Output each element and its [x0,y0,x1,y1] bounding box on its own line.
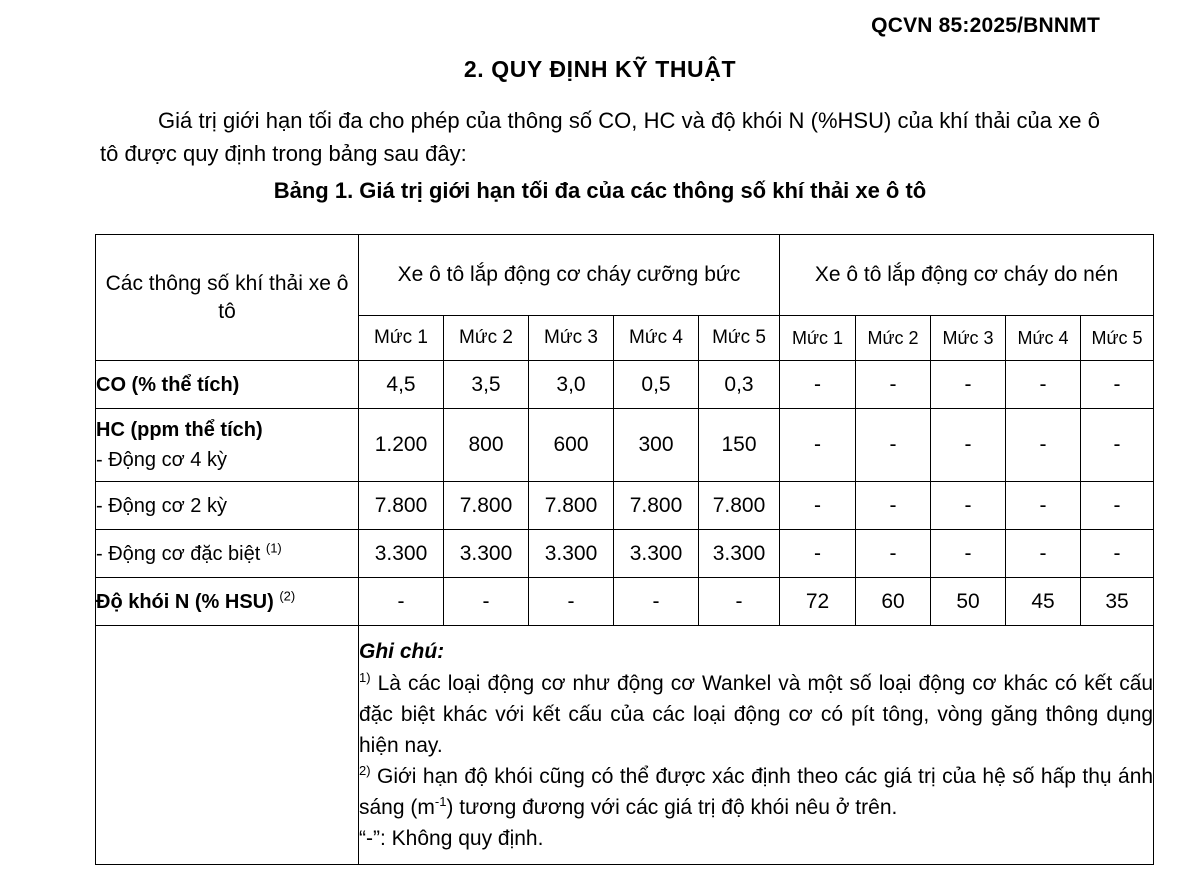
table-row [96,578,1154,626]
row-label-hc-2stroke-text: - Động cơ 2 kỳ [96,494,227,517]
row-label-hc [96,409,359,482]
spec-table-wrapper [95,234,1153,865]
cell-hc2-spark-1: 7.800 [359,482,444,530]
cell-hc2-spark-2: 7.800 [444,482,529,530]
note-item-1 [359,668,1153,761]
row-label-hc-bold: HC (ppm thể tích) [96,419,263,441]
cell-hc4-compression-5: - [1081,409,1154,482]
section-title: 2. QUY ĐỊNH KỸ THUẬT [463,56,737,82]
group-header-spark-ignition: Xe ô tô lắp động cơ cháy cưỡng bức [359,235,780,316]
cell-hc2-spark-3: 7.800 [529,482,614,530]
cell-smoke-spark-3: - [529,578,614,626]
level-header-compression-5: Mức 5 [1081,316,1154,361]
intro-text: Giá trị giới hạn tối đa cho phép của thông số CO, HC và độ khói N (%HSU) của khí thải của xe ô tô được quy định trong bảng sau đây: [100,108,1100,166]
cell-co-compression-5: - [1081,361,1154,409]
row-label-hc-special-text: - Động cơ đặc biệt [96,542,261,565]
cell-hcsp-spark-2: 3.300 [444,530,529,578]
notes-title: Ghi chú: [359,640,445,663]
cell-hcsp-spark-5: 3.300 [699,530,780,578]
table-row [96,530,1154,578]
running-header: QCVN 85:2025/BNNMT [871,14,1100,37]
cell-hc4-spark-4: 300 [614,409,699,482]
note-superscript-m-inverse: -1 [434,794,447,809]
cell-smoke-compression-5: 35 [1081,578,1154,626]
cell-hcsp-spark-3: 3.300 [529,530,614,578]
cell-co-spark-2: 3,5 [444,361,529,409]
row-label-smoke-bold: Độ khói N (% HSU) [96,590,274,613]
cell-smoke-spark-4: - [614,578,699,626]
intro-paragraph [100,104,1100,170]
cell-hcsp-compression-1: - [780,530,856,578]
emission-limits-table [95,234,1154,865]
cell-smoke-compression-1: 72 [780,578,856,626]
cell-hc4-compression-4: - [1006,409,1081,482]
cell-hc2-compression-5: - [1081,482,1154,530]
cell-co-spark-4: 0,5 [614,361,699,409]
param-column-header: Các thông số khí thải xe ô tô [96,235,359,361]
level-header-compression-2: Mức 2 [856,316,931,361]
cell-co-compression-2: - [856,361,931,409]
cell-smoke-compression-4: 45 [1006,578,1081,626]
cell-co-compression-4: - [1006,361,1081,409]
notes-empty-cell [96,626,359,865]
cell-co-spark-3: 3,0 [529,361,614,409]
cell-hcsp-spark-1: 3.300 [359,530,444,578]
cell-hcsp-compression-4: - [1006,530,1081,578]
level-header-spark-4: Mức 4 [614,316,699,361]
note-marker-2: 2) [359,763,371,778]
cell-hcsp-compression-5: - [1081,530,1154,578]
cell-hc4-spark-2: 800 [444,409,529,482]
level-header-compression-1: Mức 1 [780,316,856,361]
table-row [96,409,1154,482]
cell-hc4-compression-2: - [856,409,931,482]
group-header-compression-ignition: Xe ô tô lắp động cơ cháy do nén [780,235,1154,316]
cell-hc4-spark-5: 150 [699,409,780,482]
table-header-row-groups [96,235,1154,316]
cell-hcsp-spark-4: 3.300 [614,530,699,578]
cell-co-compression-3: - [931,361,1006,409]
table-notes-row [96,626,1154,865]
cell-co-spark-1: 4,5 [359,361,444,409]
row-label-co [96,361,359,409]
cell-hc2-spark-4: 7.800 [614,482,699,530]
level-header-spark-3: Mức 3 [529,316,614,361]
cell-co-spark-5: 0,3 [699,361,780,409]
level-header-compression-4: Mức 4 [1006,316,1081,361]
cell-smoke-spark-1: - [359,578,444,626]
row-label-smoke [96,578,359,626]
cell-hcsp-compression-2: - [856,530,931,578]
cell-smoke-spark-5: - [699,578,780,626]
cell-smoke-spark-2: - [444,578,529,626]
cell-hcsp-compression-3: - [931,530,1006,578]
cell-hc2-spark-5: 7.800 [699,482,780,530]
cell-hc2-compression-2: - [856,482,931,530]
cell-hc4-spark-3: 600 [529,409,614,482]
cell-smoke-compression-2: 60 [856,578,931,626]
row-label-hc-special [96,530,359,578]
footnote-marker-2: (2) [279,587,296,603]
note-text-2b: ) tương đương với các giá trị độ khói nêu ở trên. [446,796,898,819]
note-text-2a: Giới hạn độ khói cũng có thể được xác định theo các giá trị của hệ số hấp thụ ánh sáng (m [359,765,1154,819]
cell-hc2-compression-1: - [780,482,856,530]
cell-hc4-compression-3: - [931,409,1006,482]
note-marker-1: 1) [359,670,371,685]
level-header-spark-2: Mức 2 [444,316,529,361]
table-row [96,482,1154,530]
cell-hc4-spark-1: 1.200 [359,409,444,482]
level-header-spark-1: Mức 1 [359,316,444,361]
row-label-co-bold: CO (% thể tích) [96,373,240,396]
note-text-1: Là các loại động cơ như động cơ Wankel và một số loại động cơ khác có kết cấu đặc biệt khác với kết cấu của các loại động cơ có pít tông, vòng găng thông dụng hiện nay. [359,672,1154,757]
level-header-spark-5: Mức 5 [699,316,780,361]
level-header-compression-3: Mức 3 [931,316,1006,361]
cell-co-compression-1: - [780,361,856,409]
note-dash-definition: “-”: Không quy định. [359,827,544,850]
table-notes-cell [359,626,1154,865]
cell-hc2-compression-4: - [1006,482,1081,530]
row-label-hc-4stroke: - Động cơ 4 kỳ [96,449,227,471]
cell-hc4-compression-1: - [780,409,856,482]
note-item-2 [359,761,1153,823]
cell-smoke-compression-3: 50 [931,578,1006,626]
footnote-marker-1: (1) [265,539,282,555]
cell-hc2-compression-3: - [931,482,1006,530]
table-row [96,361,1154,409]
table-caption: Bảng 1. Giá trị giới hạn tối đa của các thông số khí thải xe ô tô [273,178,927,203]
row-label-hc-2stroke [96,482,359,530]
